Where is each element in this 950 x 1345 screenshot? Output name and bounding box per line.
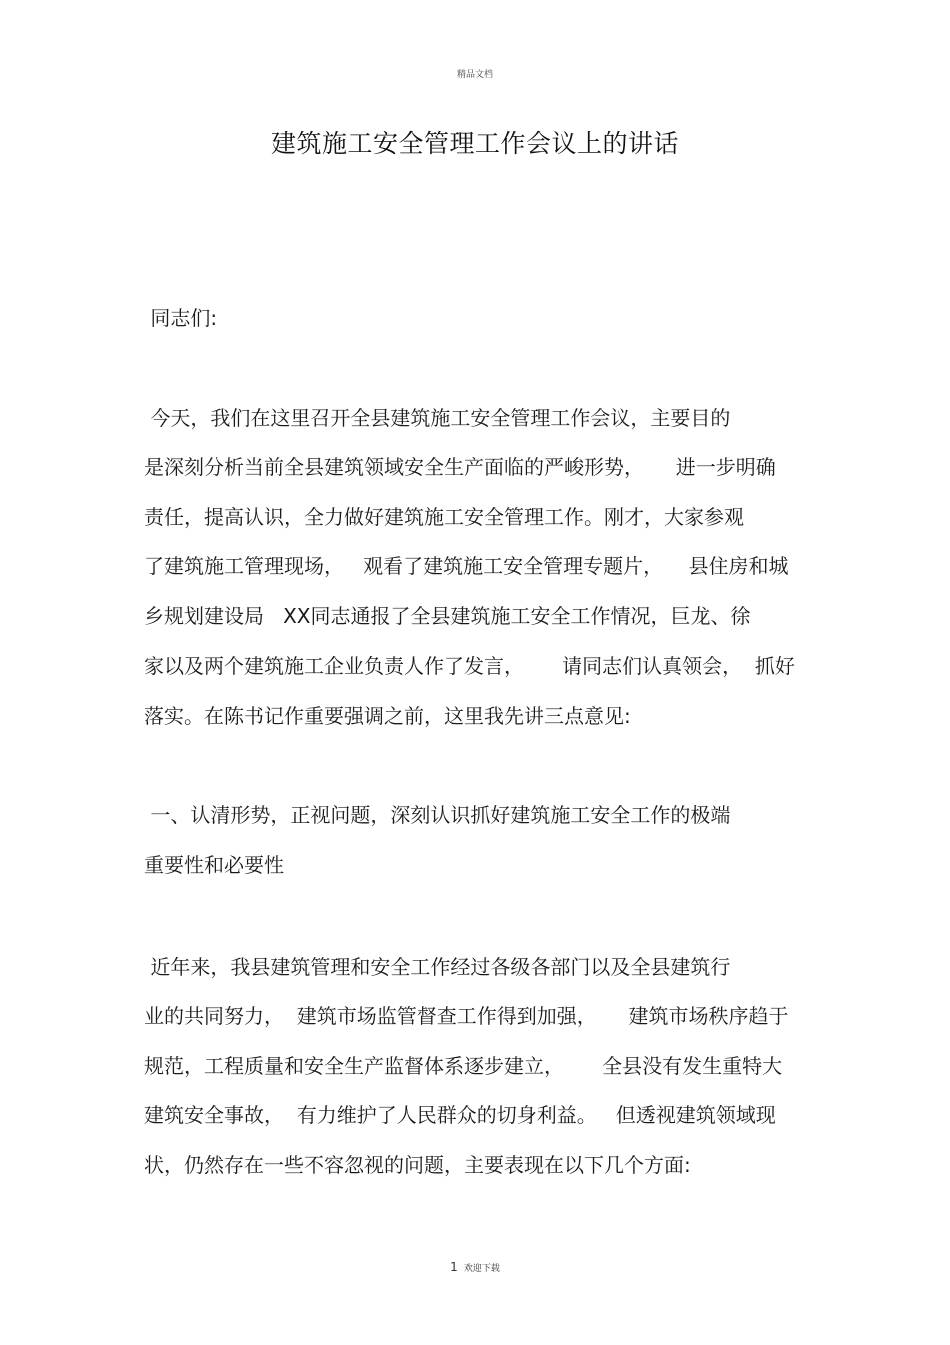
body-line-salutation: 同志们: — [144, 306, 218, 330]
body-line: 规范，工程质量和安全生产监督体系逐步建立， 全县没有发生重特大 — [144, 1054, 783, 1078]
body-line: 乡规划建设局 XX同志通报了全县建筑施工安全工作情况，巨龙、徐 — [144, 604, 751, 628]
page-number: 1 — [450, 1260, 458, 1274]
page-footer — [0, 1260, 950, 1274]
document-title: 建筑施工安全管理工作会议上的讲话 — [270, 129, 679, 158]
body-line: 家以及两个建筑施工企业负责人作了发言， 请同志们认真领会， 抓好 — [144, 654, 795, 678]
body-line: 近年来，我县建筑管理和安全工作经过各级各部门以及全县建筑行 — [144, 955, 731, 979]
body-line: 责任，提高认识，全力做好建筑施工安全管理工作。刚才，大家参观 — [144, 505, 744, 529]
body-line: 状，仍然存在一些不容忽视的问题，主要表现在以下几个方面: — [144, 1153, 691, 1177]
header-label: 精品文档 — [456, 70, 493, 80]
body-line: 业的共同努力， 建筑市场监管督查工作得到加强， 建筑市场秩序趋于 — [144, 1004, 789, 1028]
footer-label: 欢迎下载 — [463, 1264, 500, 1274]
body-line: 建筑安全事故， 有力维护了人民群众的切身利益。 但透视建筑领域现 — [144, 1103, 776, 1127]
body-line: 今天，我们在这里召开全县建筑施工安全管理工作会议，主要目的 — [144, 406, 731, 430]
section-heading-line: 一、认清形势，正视问题，深刻认识抓好建筑施工安全工作的极端 — [144, 803, 731, 827]
body-line: 是深刻分析当前全县建筑领域安全生产面临的严峻形势， 进一步明确 — [144, 455, 776, 479]
body-line: 了建筑施工管理现场， 观看了建筑施工安全管理专题片， 县住房和城 — [144, 554, 789, 578]
section-heading-line: 重要性和必要性 — [144, 853, 284, 877]
body-line: 落实。在陈书记作重要强调之前，这里我先讲三点意见: — [144, 704, 631, 728]
